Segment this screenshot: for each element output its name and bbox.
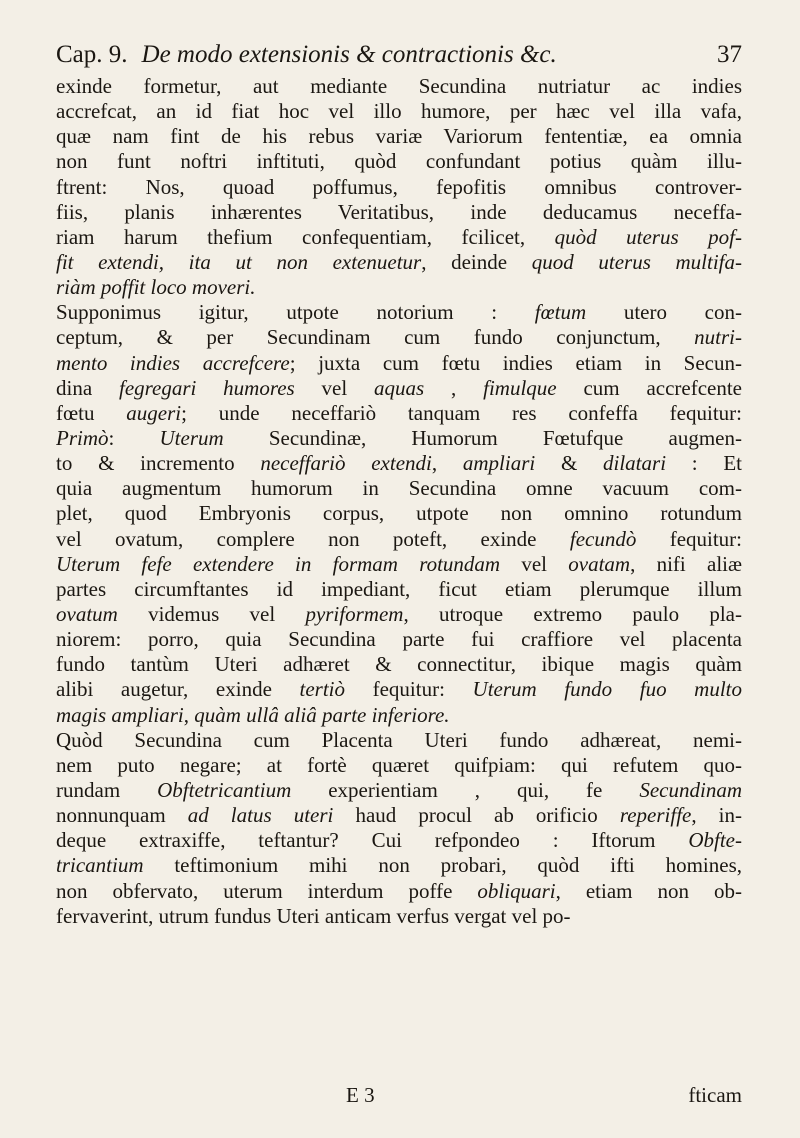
italic-run: fimulque xyxy=(483,375,557,400)
text-run: exinde formetur, aut mediante Secundina nutriatur ac indies xyxy=(56,74,742,98)
text-line xyxy=(56,376,742,401)
italic-run: tricantium xyxy=(56,853,144,878)
text-line xyxy=(56,627,742,652)
text-line xyxy=(56,828,742,853)
italic-run: ad latus uteri xyxy=(187,803,334,828)
text-line xyxy=(56,74,742,99)
running-title: De modo extensionis & contractionis &c. xyxy=(141,41,557,68)
text-run: : xyxy=(108,425,160,450)
text-run: , deinde xyxy=(421,249,532,274)
text-line xyxy=(56,753,742,778)
text-run: fundo tantùm Uteri adhæret & connectitur, ibique magis quàm xyxy=(56,652,742,677)
text-run: ; juxta cum fœtu indies etiam in Secun- xyxy=(289,350,742,375)
text-line xyxy=(56,99,742,124)
text-run: , in- xyxy=(691,803,742,828)
text-run: : Et xyxy=(666,451,742,476)
text-run: ceptum, & per Secundinam cum fundo conjunctum, xyxy=(56,325,695,350)
italic-run: ovatam xyxy=(568,551,631,576)
italic-run: quàm ullâ aliâ parte inferiore. xyxy=(194,702,450,727)
text-line xyxy=(56,149,742,174)
text-line xyxy=(56,476,742,501)
text-line xyxy=(56,677,742,702)
text-line xyxy=(56,552,742,577)
text-line xyxy=(56,853,742,878)
text-run: quæ nam fint de his rebus variæ Variorum fententiæ, ea omnia xyxy=(56,124,742,149)
text-run: ftrent: Nos, quoad poffumus, fepofitis omnibus controver- xyxy=(56,174,742,199)
text-run: vel xyxy=(294,375,375,400)
catchword: fticam xyxy=(688,1083,742,1107)
text-run: niorem: porro, quia Secundina parte fui craffiore vel placenta xyxy=(56,627,742,652)
italic-run: obliquari xyxy=(477,878,556,903)
text-line xyxy=(56,175,742,200)
text-line xyxy=(56,250,742,275)
text-run: accrefcat, an id fiat hoc vel illo humore, per hæc vel illa vafa, xyxy=(56,99,742,124)
text-line xyxy=(56,527,742,552)
text-line xyxy=(56,300,742,325)
text-run: dina xyxy=(56,375,119,400)
text-run: Supponimus igitur, utpote notorium : xyxy=(56,300,535,325)
text-line xyxy=(56,602,742,627)
text-run: non obfervato, uterum interdum poffe xyxy=(56,878,478,903)
italic-run: Primò xyxy=(56,425,109,450)
text-line xyxy=(56,904,742,929)
italic-run: ovatum xyxy=(56,601,118,626)
italic-run: dilatari xyxy=(603,451,667,476)
text-run: fervaverint, utrum fundus Uteri anticam verfus vergat vel po- xyxy=(56,903,571,928)
text-line xyxy=(56,577,742,602)
text-run: rundam xyxy=(56,777,158,802)
text-run: to & incremento xyxy=(56,451,261,476)
text-run: plet, quod Embryonis corpus, utpote non omnino rotundum xyxy=(56,501,742,526)
text-line xyxy=(56,124,742,149)
text-line xyxy=(56,200,742,225)
text-run: utero con- xyxy=(586,300,742,325)
italic-run: Uterum fefe extendere in formam rotundam xyxy=(56,551,501,576)
text-run: Quòd Secundina cum Placenta Uteri fundo adhæreat, nemi- xyxy=(56,727,742,752)
text-run: nem puto negare; at fortè quæret quifpiam: qui refutem quo- xyxy=(56,752,742,777)
text-line xyxy=(56,225,742,250)
body-text xyxy=(56,74,742,929)
italic-run: riàm poffit loco moveri. xyxy=(56,275,256,300)
text-line xyxy=(56,401,742,426)
text-run: non funt noftri inftituti, quòd confundant potius quàm illu- xyxy=(56,149,742,174)
text-run: deque extraxiffe, teftantur? Cui refpondeo : Iftorum xyxy=(56,828,689,853)
italic-run: pyriformem xyxy=(305,601,404,626)
italic-run: quod uterus multifa- xyxy=(531,249,742,274)
italic-run: Secundinam xyxy=(639,777,742,802)
text-line xyxy=(56,803,742,828)
italic-run: Uterum xyxy=(159,425,224,450)
text-run: , utroque extremo paulo pla- xyxy=(403,601,742,626)
text-run: nonnunquam xyxy=(56,803,188,828)
text-run: vel xyxy=(500,551,569,576)
text-run: , nifi aliæ xyxy=(630,551,742,576)
italic-run: magis ampliari xyxy=(56,702,184,727)
text-run: alibi augetur, exinde xyxy=(56,677,300,702)
header-left xyxy=(56,38,557,72)
italic-run: mento indies accrefcere xyxy=(56,350,290,375)
text-line xyxy=(56,351,742,376)
text-run: Secundinæ, Humorum Fœtufque augmen- xyxy=(223,425,742,450)
text-run: videmus vel xyxy=(117,601,306,626)
running-header xyxy=(56,38,742,72)
italic-run: Obftetricantium xyxy=(157,777,292,802)
text-run: quia augmentum humorum in Secundina omne vacuum com- xyxy=(56,476,742,501)
text-line xyxy=(56,501,742,526)
text-run: , etiam non ob- xyxy=(555,878,742,903)
text-run: fequitur: xyxy=(345,677,473,702)
text-run: fœtu xyxy=(56,400,127,425)
text-line xyxy=(56,451,742,476)
text-run: fiis, planis inhærentes Veritatibus, inde deducamus neceffa- xyxy=(56,199,742,224)
text-line xyxy=(56,325,742,350)
text-run: riam harum thefium confequentiam, fcilicet, xyxy=(56,224,555,249)
italic-run: Obfte- xyxy=(688,828,742,853)
text-line xyxy=(56,275,742,300)
text-line xyxy=(56,879,742,904)
italic-run: aquas xyxy=(374,375,425,400)
italic-run: quòd uterus pof- xyxy=(554,224,742,249)
italic-run: nutri- xyxy=(694,325,742,350)
text-run: , xyxy=(183,702,195,727)
italic-run: fegregari humores xyxy=(118,375,295,400)
italic-run: neceffariò extendi xyxy=(260,451,432,476)
italic-run: fecundò xyxy=(569,526,637,551)
page-number: 37 xyxy=(717,41,742,68)
italic-run: fœtum xyxy=(534,300,587,325)
text-run: haud procul ab orificio xyxy=(333,803,620,828)
text-run: , xyxy=(424,375,484,400)
text-run: fequitur: xyxy=(636,526,742,551)
page-footer xyxy=(56,1080,742,1110)
italic-run: Uterum fundo fuo multo xyxy=(472,677,742,702)
italic-run: ampliari xyxy=(462,451,536,476)
signature-mark: E 3 xyxy=(346,1083,375,1107)
text-run: , xyxy=(431,451,463,476)
text-line xyxy=(56,728,742,753)
text-run: teftimonium mihi non probari, quòd ifti homines, xyxy=(143,853,742,878)
chapter-label: Cap. 9. xyxy=(56,41,128,68)
italic-run: reperiffe xyxy=(619,803,692,828)
text-run: ; unde neceffariò tanquam res confeffa fequitur: xyxy=(181,400,742,425)
text-line xyxy=(56,652,742,677)
italic-run: augeri xyxy=(126,400,182,425)
text-line xyxy=(56,426,742,451)
text-line xyxy=(56,778,742,803)
text-run: cum accrefcente xyxy=(556,375,742,400)
italic-run: fit extendi, ita ut non extenuetur xyxy=(56,249,422,274)
text-run: partes circumftantes id impediant, ficut etiam plerumque illum xyxy=(56,576,742,601)
text-line xyxy=(56,703,742,728)
italic-run: tertiò xyxy=(299,677,345,702)
text-run: vel ovatum, complere non poteft, exinde xyxy=(56,526,570,551)
text-run: experientiam , qui, fe xyxy=(291,777,640,802)
text-run: & xyxy=(535,451,604,476)
